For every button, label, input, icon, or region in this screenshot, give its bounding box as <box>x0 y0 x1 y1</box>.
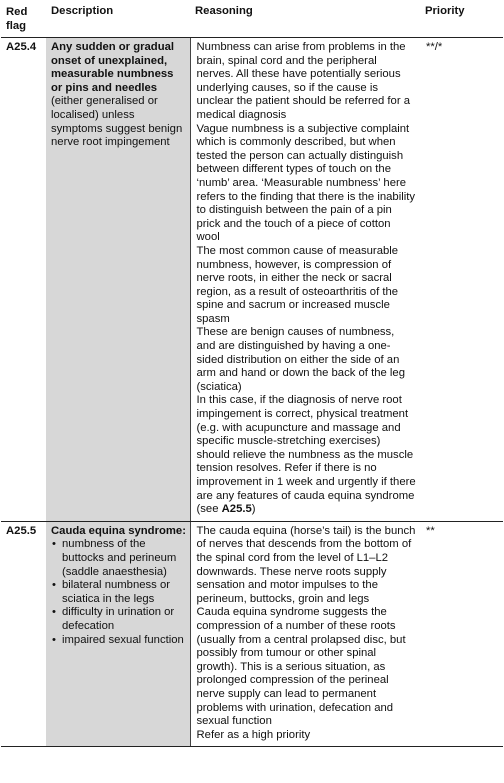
table-row <box>1 521 503 747</box>
priority-cell: ** <box>420 521 503 747</box>
priority-cell: **/* <box>420 38 503 522</box>
description-bold: Cauda equina syndrome: <box>51 524 186 537</box>
red-flag-id: A25.5 <box>1 521 46 747</box>
reasoning-tail: ) <box>251 503 256 516</box>
reasoning-paragraph: Cauda equina syndrome suggests the compression of a number of these roots (usually from a central prolapsed disc, but possibly from tumour or other spinal growth). This is a serious situation, as prolonged compression of the perineal nerve supply can lead to permanent problems with urination, defecation and sexual function <box>196 606 406 728</box>
description-text: (either generalised or localised) unless symptoms suggest benign nerve root impingement <box>51 95 183 149</box>
header-red-flag: Red flag <box>1 0 46 38</box>
reasoning-paragraph: The cauda equina (horse’s tail) is the bunch of nerves that descends from the bottom of the spinal cord from the level of L1–L2 downwards. These nerve roots supply sensation and motor impulses to the perineum, buttocks, groin and legs <box>196 524 416 605</box>
reasoning-cell <box>190 521 420 747</box>
reasoning-text: In this case, if the diagnosis of nerve root impingement is correct, physical treatment (e.g. with acupuncture and massage and specific muscle-stretching exercises) should relieve the numbness as the muscle tension resolves. Refer if there is no improvement in 1 week and urgently if there are any features of cauda equina syndrome (see <box>196 394 416 516</box>
reasoning-cell <box>190 38 420 522</box>
cross-reference: A25.5 <box>221 503 252 516</box>
reasoning-paragraph <box>197 394 417 516</box>
reasoning-paragraph: Numbness can arise from problems in the brain, spinal cord and the peripheral nerves. All these have potentially serious underlying causes, so if the cause is unclear the patient should be referred for a medical diagnosis <box>196 41 411 121</box>
list-item: • difficulty in urination or defecation <box>51 606 188 633</box>
header-reasoning: Reasoning <box>190 0 420 38</box>
list-item: • numbness of the buttocks and perineum (saddle anaesthesia) <box>51 538 188 579</box>
symptom-list <box>51 538 188 647</box>
reasoning-paragraph: These are benign causes of numbness, and are distinguished by having a one-sided distribution on either the side of an arm and hand or down the back of the leg (sciatica) <box>196 326 406 393</box>
list-item: • impaired sexual function <box>51 634 188 648</box>
header-priority: Priority <box>420 0 503 38</box>
reasoning-paragraph: Refer as a high priority <box>196 728 311 741</box>
description-bold: Any sudden or gradual onset of unexplained, measurable numbness or pins and needles <box>51 41 175 94</box>
red-flag-table <box>1 0 503 747</box>
header-row <box>1 0 503 38</box>
header-description: Description <box>46 0 190 38</box>
table-row <box>1 38 503 522</box>
reasoning-paragraph: Vague numbness is a subjective complaint which is commonly described, but when tested the person can actually distinguish between different types of touch on the ‘numb’ area. ‘Measurable numbness’ here refers to the finding that there is the inability to distinguish between the pain of a pin prick and the touch of a piece of cotton wool <box>196 122 416 244</box>
description-cell <box>46 38 190 522</box>
list-item: • bilateral numbness or sciatica in the legs <box>51 579 188 606</box>
description-cell <box>46 521 190 747</box>
reasoning-paragraph: The most common cause of measurable numbness, however, is compression of nerve roots, in either the neck or sacral region, as a result of osteoarthritis of the spine and sacrum or increased muscle spasm <box>196 244 399 325</box>
red-flag-id: A25.4 <box>1 38 46 522</box>
